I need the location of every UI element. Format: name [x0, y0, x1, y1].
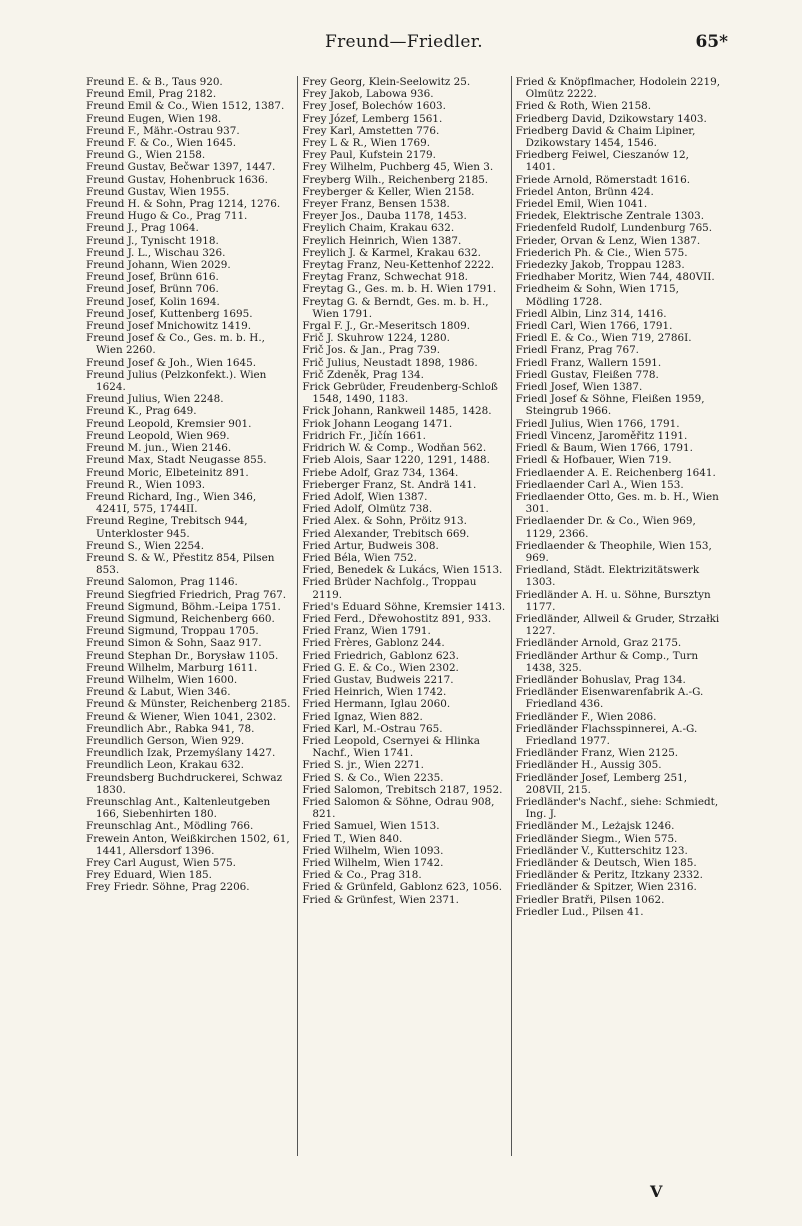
directory-entry: Friedländer M., Leżajsk 1246. — [515, 820, 675, 833]
directory-entry: Friedländer H., Aussig 305. — [515, 759, 662, 772]
directory-entry: Freund Josef & Joh., Wien 1645. — [86, 356, 256, 369]
directory-entry: Fried Franz, Wien 1791. — [302, 625, 431, 638]
directory-entry: Freundlich Izak, Przemyślany 1427. — [86, 747, 276, 760]
directory-entry: Freunschlag Ant., Mödling 766. — [86, 820, 254, 833]
directory-entry: Friedländer, Allweil & Gruder, Strzałki 1227. — [515, 612, 720, 638]
directory-entry: Freund Siegfried Friedrich, Prag 767. — [86, 588, 287, 601]
directory-entry: Freunschlag Ant., Kaltenleutgeben 166, Siebenhirten 180. — [86, 795, 271, 821]
directory-entry: Freund Hugo & Co., Prag 711. — [86, 210, 248, 223]
directory-entry: Freund F., Mähr.-Ostrau 937. — [86, 124, 240, 137]
directory-entry: Freund Johann, Wien 2029. — [86, 259, 231, 272]
directory-entry: Frey Jakob, Labowa 936. — [302, 88, 434, 101]
directory-entry: Friedländer Eisenwarenfabrik A.-G. Friedland 436. — [515, 686, 704, 711]
directory-entry: Fried Heinrich, Wien 1742. — [302, 686, 447, 699]
directory-entry: Fried Salomon, Trebitsch 2187, 1952. — [302, 783, 503, 796]
directory-entry: Fried Leopold, Csernyei & Hlinka Nachf., Wien 1741. — [302, 734, 480, 760]
directory-entry: Fried & Grünfest, Wien 2371. — [302, 893, 459, 906]
directory-entry: Freund Josef, Brünn 616. — [86, 271, 219, 284]
directory-entry: Friedhaber Moritz, Wien 744, 480VII. — [515, 271, 715, 284]
directory-entry: Freund Wilhelm, Marburg 1611. — [86, 661, 258, 674]
directory-entry: Frey Josef, Bolechów 1603. — [302, 100, 446, 113]
directory-entry: Freund Sigmund, Troppau 1705. — [86, 625, 259, 638]
directory-entry: Fried Alexander, Trebitsch 669. — [302, 527, 470, 540]
directory-entry: Frey Paul, Kufstein 2179. — [302, 149, 436, 162]
directory-entry: Freylich J. & Karmel, Krakau 632. — [302, 246, 481, 259]
directory-entry: Freund J. L., Wischau 326. — [86, 246, 226, 259]
column-3 — [511, 76, 724, 1156]
directory-entry: Frgal F. J., Gr.-Meseritsch 1809. — [302, 320, 471, 333]
directory-entry: Frieder, Orvan & Lenz, Wien 1387. — [515, 234, 701, 247]
directory-entry: Freund & Labut, Wien 346. — [86, 686, 231, 699]
directory-entry: Freylich Heinrich, Wien 1387. — [302, 234, 462, 247]
directory-entry: Friedländer Bohuslav, Prag 134. — [515, 673, 686, 686]
directory-entry: Friedl Franz, Prag 767. — [515, 344, 639, 357]
directory-entry: Frick Johann, Rankweil 1485, 1428. — [302, 405, 492, 418]
directory-entry: Freund Josef Mnichowitz 1419. — [86, 320, 252, 333]
directory-entry: Friedek, Elektrische Zentrale 1303. — [515, 210, 705, 223]
directory-entry: Frič Jos. & Jan., Prag 739. — [302, 344, 441, 357]
directory-entry: Frey L & R., Wien 1769. — [302, 137, 431, 150]
directory-entry: Friedl E. & Co., Wien 719, 2786I. — [515, 332, 692, 345]
directory-entry: Freund Regine, Trebitsch 944, Unterkloster 945. — [86, 515, 248, 540]
directory-entry: Friebe Adolf, Graz 734, 1364. — [302, 466, 459, 479]
directory-entry: Friedland, Städt. Elektrizitätswerk 1303. — [515, 564, 700, 589]
directory-entry: Fried Adolf, Wien 1387. — [302, 490, 428, 503]
directory-entry: Freundsberg Buchdruckerei, Schwaz 1830. — [86, 771, 283, 796]
directory-entry: Freund Leopold, Kremsier 901. — [86, 417, 252, 430]
directory-entry: Fried, Benedek & Lukács, Wien 1513. — [302, 564, 503, 577]
directory-entry: Friedländer V., Kutterschitz 123. — [515, 844, 688, 857]
directory-entry: Freund Josef, Kuttenberg 1695. — [86, 307, 253, 320]
directory-entry: Freund Max, Stadt Neugasse 855. — [86, 454, 267, 467]
directory-entry: Freund J., Prag 1064. — [86, 222, 199, 235]
directory-entry: Frey Józef, Lemberg 1561. — [302, 112, 443, 125]
directory-entry: Fried Gustav, Budweis 2217. — [302, 673, 454, 686]
directory-entry: Fried & Knöpflmacher, Hodolein 2219, Olmütz 2222. — [515, 76, 721, 101]
directory-entry: Fried T., Wien 840. — [302, 832, 403, 845]
directory-entry: Frey Wilhelm, Puchberg 45, Wien 3. — [302, 161, 494, 174]
directory-entry: Frey Friedr. Söhne, Prag 2206. — [86, 881, 250, 894]
directory-entry: Friederich Ph. & Cie., Wien 575. — [515, 246, 688, 259]
directory-entry: Freund Julius, Wien 2248. — [86, 393, 224, 406]
directory-entry: Freund Richard, Ing., Wien 346, 4241I, 575, 1744II. — [86, 490, 257, 516]
directory-entry: Freytag Franz, Schwechat 918. — [302, 271, 468, 284]
directory-entry: Fried S. & Co., Wien 2235. — [302, 771, 444, 784]
directory-entry: Freytag Franz, Neu-Kettenhof 2222. — [302, 259, 495, 272]
directory-entry: Frey Karl, Amstetten 776. — [302, 124, 440, 137]
directory-entry: Frey Georg, Klein-Seelowitz 25. — [302, 76, 471, 88]
directory-entry: Friedlaender & Theophile, Wien 153, 969. — [515, 539, 712, 564]
directory-entry: Fried Ferd., Dřewohostitz 891, 933. — [302, 612, 492, 625]
directory-entry: Freund Julius (Pelzkonfekt.). Wien 1624. — [86, 368, 267, 394]
directory-entry: Friedländer & Deutsch, Wien 185. — [515, 857, 697, 869]
directory-entry: Fried Wilhelm, Wien 1093. — [302, 844, 444, 857]
directory-columns — [84, 76, 724, 1156]
directory-entry: Friedler Lud., Pilsen 41. — [515, 905, 644, 918]
directory-entry: Friedl Franz, Wallern 1591. — [515, 356, 662, 369]
directory-entry: Freyer Jos., Dauba 1178, 1453. — [302, 210, 467, 223]
directory-entry: Freund J., Tynischt 1918. — [86, 234, 219, 247]
directory-entry: Friedezky Jakob, Troppau 1283. — [515, 259, 685, 272]
directory-entry: Fried Alex. & Sohn, Pröitz 913. — [302, 515, 467, 528]
directory-entry: Friedenfeld Rudolf, Lundenburg 765. — [515, 222, 713, 235]
directory-entry: Freund Gustav, Hohenbruck 1636. — [86, 173, 268, 186]
directory-entry: Fried & Grünfeld, Gablonz 623, 1056. — [302, 881, 503, 894]
directory-entry: Fried Artur, Budweis 308. — [302, 539, 439, 552]
directory-entry: Freundlich Gerson, Wien 929. — [86, 734, 245, 747]
directory-entry: Freund F. & Co., Wien 1645. — [86, 137, 237, 150]
directory-entry: Fridrich W. & Comp., Wodňan 562. — [302, 442, 487, 455]
directory-entry: Frey Eduard, Wien 185. — [86, 869, 212, 882]
directory-entry: Freyberg Wilh., Reichenberg 2185. — [302, 173, 489, 186]
directory-entry: Friedländer A. H. u. Söhne, Bursztyn 1177. — [515, 588, 711, 613]
directory-entry: Friedberg David, Dzikowstary 1403. — [515, 112, 707, 125]
directory-entry: Friok Johann Leogang 1471. — [302, 417, 453, 430]
directory-entry: Freund M. jun., Wien 2146. — [86, 442, 232, 455]
directory-entry: Freund Josef, Kolin 1694. — [86, 295, 220, 308]
directory-entry: Freund Stephan Dr., Borysław 1105. — [86, 649, 279, 662]
directory-entry: Freundlich Abr., Rabka 941, 78. — [86, 722, 255, 735]
directory-entry: Friedlaender Carl A., Wien 153. — [515, 478, 684, 491]
directory-entry: Freund Sigmund, Reichenberg 660. — [86, 612, 275, 625]
directory-entry: Fried & Roth, Wien 2158. — [515, 100, 652, 113]
directory-entry: Friedl Albin, Linz 314, 1416. — [515, 307, 667, 320]
directory-entry: Fried & Co., Prag 318. — [302, 869, 422, 882]
directory-entry: Freund Salomon, Prag 1146. — [86, 576, 238, 589]
directory-entry: Freund Emil & Co., Wien 1512, 1387. — [86, 100, 285, 113]
directory-entry: Friedberg David & Chaim Lipiner, Dzikowstary 1454, 1546. — [515, 124, 696, 150]
directory-entry: Friedländer F., Wien 2086. — [515, 710, 657, 723]
directory-entry: Friedländer Franz, Wien 2125. — [515, 747, 679, 760]
directory-entry: Friedlaender Otto, Ges. m. b. H., Wien 301. — [515, 490, 719, 516]
directory-entry: Friede Arnold, Römerstadt 1616. — [515, 173, 691, 186]
directory-entry: Friedheim & Sohn, Wien 1715, Mödling 1728. — [515, 283, 679, 308]
directory-entry: Friedländer Siegm., Wien 575. — [515, 832, 678, 845]
directory-entry: Friedl & Baum, Wien 1766, 1791. — [515, 442, 693, 455]
page-number: 65* — [695, 32, 728, 52]
directory-entry: Frick Gebrüder, Freudenberg-Schloß 1548, 1490, 1183. — [302, 381, 498, 406]
directory-entry: Freund Wilhelm, Wien 1600. — [86, 673, 238, 686]
directory-entry: Frieberger Franz, St. Andrä 141. — [302, 478, 477, 491]
page-header — [80, 32, 728, 54]
directory-entry: Freund & Wiener, Wien 1041, 2302. — [86, 710, 277, 723]
directory-entry: Freund R., Wien 1093. — [86, 478, 206, 491]
directory-entry: Freund Moric, Elbeteinitz 891. — [86, 466, 249, 479]
directory-entry: Fried Salomon & Söhne, Odrau 908, 821. — [302, 795, 495, 821]
directory-entry: Fried Béla, Wien 752. — [302, 551, 417, 564]
directory-entry: Fried S. jr., Wien 2271. — [302, 759, 424, 772]
directory-entry: Freyberger & Keller, Wien 2158. — [302, 185, 475, 198]
directory-entry: Frič Julius, Neustadt 1898, 1986. — [302, 356, 478, 369]
directory-entry: Freyer Franz, Bensen 1538. — [302, 198, 450, 211]
directory-entry: Freundlich Leon, Krakau 632. — [86, 759, 244, 772]
directory-entry: Fried Ignaz, Wien 882. — [302, 710, 423, 723]
directory-entry: Friedländer Arnold, Graz 2175. — [515, 637, 682, 650]
directory-entry: Friedländer's Nachf., siehe: Schmiedt, Ing. J. — [515, 795, 719, 821]
directory-entry: Fried Frères, Gablonz 244. — [302, 637, 445, 650]
directory-entry: Freund Gustav, Wien 1955. — [86, 185, 230, 198]
directory-entry: Fridrich Fr., Jičín 1661. — [302, 429, 426, 442]
directory-entry: Freytag G., Ges. m. b. H. Wien 1791. — [302, 283, 497, 296]
directory-entry: Friedländer Arthur & Comp., Turn 1438, 325. — [515, 649, 699, 674]
directory-entry: Freund Leopold, Wien 969. — [86, 429, 230, 442]
directory-entry: Freund G., Wien 2158. — [86, 149, 206, 162]
directory-entry: Friedlaender Dr. & Co., Wien 969, 1129, 2366. — [515, 515, 696, 540]
directory-entry: Freund Josef & Co., Ges. m. b. H., Wien 2260. — [86, 332, 265, 357]
directory-entry: Friedl Gustav, Fleißen 778. — [515, 368, 659, 381]
directory-entry: Friedl Vincenz, Jaroměřitz 1191. — [515, 429, 688, 442]
directory-entry: Friedl Josef, Wien 1387. — [515, 381, 643, 394]
page-title: Freund—Friedler. — [324, 32, 484, 52]
directory-entry: Frey Carl August, Wien 575. — [86, 857, 236, 869]
directory-entry: Friedländer Flachsspinnerei, A.-G. Friedland 1977. — [515, 722, 698, 747]
directory-entry: Friedberg Feiwel, Cieszanów 12, 1401. — [515, 149, 689, 174]
directory-entry: Fried Wilhelm, Wien 1742. — [302, 857, 444, 869]
directory-entry: Freund Eugen, Wien 198. — [86, 112, 222, 125]
directory-entry: Freytag G. & Berndt, Ges. m. b. H., Wien 1791. — [302, 295, 489, 320]
signature-mark: V — [650, 1182, 663, 1201]
directory-entry: Fried Brüder Nachfolg., Troppau 2119. — [302, 576, 477, 601]
directory-entry: Freund S., Wien 2254. — [86, 539, 205, 552]
directory-entry: Freund Simon & Sohn, Saaz 917. — [86, 637, 262, 650]
directory-entry: Frewein Anton, Weißkirchen 1502, 61, 1441, Allersdorf 1396. — [86, 832, 290, 857]
directory-entry: Friedler Bratři, Pilsen 1062. — [515, 893, 665, 906]
directory-entry: Fried Adolf, Olmütz 738. — [302, 503, 433, 516]
directory-entry: Fried Samuel, Wien 1513. — [302, 820, 440, 833]
directory-entry: Friedel Emil, Wien 1041. — [515, 198, 648, 211]
directory-entry: Freylich Chaim, Krakau 632. — [302, 222, 455, 235]
directory-entry: Frič Zdeněk, Prag 134. — [302, 368, 424, 381]
directory-entry: Friedel Anton, Brünn 424. — [515, 185, 654, 198]
directory-entry: Freund Josef, Brünn 706. — [86, 283, 219, 296]
directory-entry: Friedländer Josef, Lemberg 251, 208VII, 215. — [515, 771, 687, 796]
directory-entry: Fried Hermann, Iglau 2060. — [302, 698, 451, 711]
directory-entry: Freund Sigmund, Böhm.-Leipa 1751. — [86, 600, 281, 613]
directory-entry: Fried G. E. & Co., Wien 2302. — [302, 661, 459, 674]
directory-entry: Fried's Eduard Söhne, Kremsier 1413. — [302, 600, 506, 613]
directory-entry: Freund S. & W., Přestitz 854, Pilsen 853. — [86, 551, 275, 577]
column-1 — [84, 76, 297, 1156]
directory-entry: Freund E. & B., Taus 920. — [86, 76, 223, 88]
directory-entry: Freund Gustav, Bečwar 1397, 1447. — [86, 161, 276, 174]
directory-entry: Fried Karl, M.-Ostrau 765. — [302, 722, 443, 735]
directory-entry: Friedlaender A. E. Reichenberg 1641. — [515, 466, 716, 479]
directory-entry: Fried Friedrich, Gablonz 623. — [302, 649, 459, 662]
directory-entry: Friedländer & Spitzer, Wien 2316. — [515, 881, 697, 894]
directory-entry: Freund K., Prag 649. — [86, 405, 197, 418]
directory-entry: Friedl Carl, Wien 1766, 1791. — [515, 320, 673, 333]
directory-entry: Friedl Josef & Söhne, Fleißen 1959, Steingrub 1966. — [515, 393, 705, 418]
directory-entry: Frič J. Skuhrow 1224, 1280. — [302, 332, 450, 345]
directory-entry: Freund H. & Sohn, Prag 1214, 1276. — [86, 198, 281, 211]
directory-entry: Friedl Julius, Wien 1766, 1791. — [515, 417, 680, 430]
directory-entry: Freund & Münster, Reichenberg 2185. — [86, 698, 291, 711]
column-2 — [297, 76, 510, 1156]
directory-entry: Friedl & Hofbauer, Wien 719. — [515, 454, 672, 467]
directory-entry: Frieb Alois, Saar 1220, 1291, 1488. — [302, 454, 490, 467]
directory-entry: Friedländer & Peritz, Itzkany 2332. — [515, 869, 703, 882]
directory-entry: Freund Emil, Prag 2182. — [86, 88, 217, 101]
